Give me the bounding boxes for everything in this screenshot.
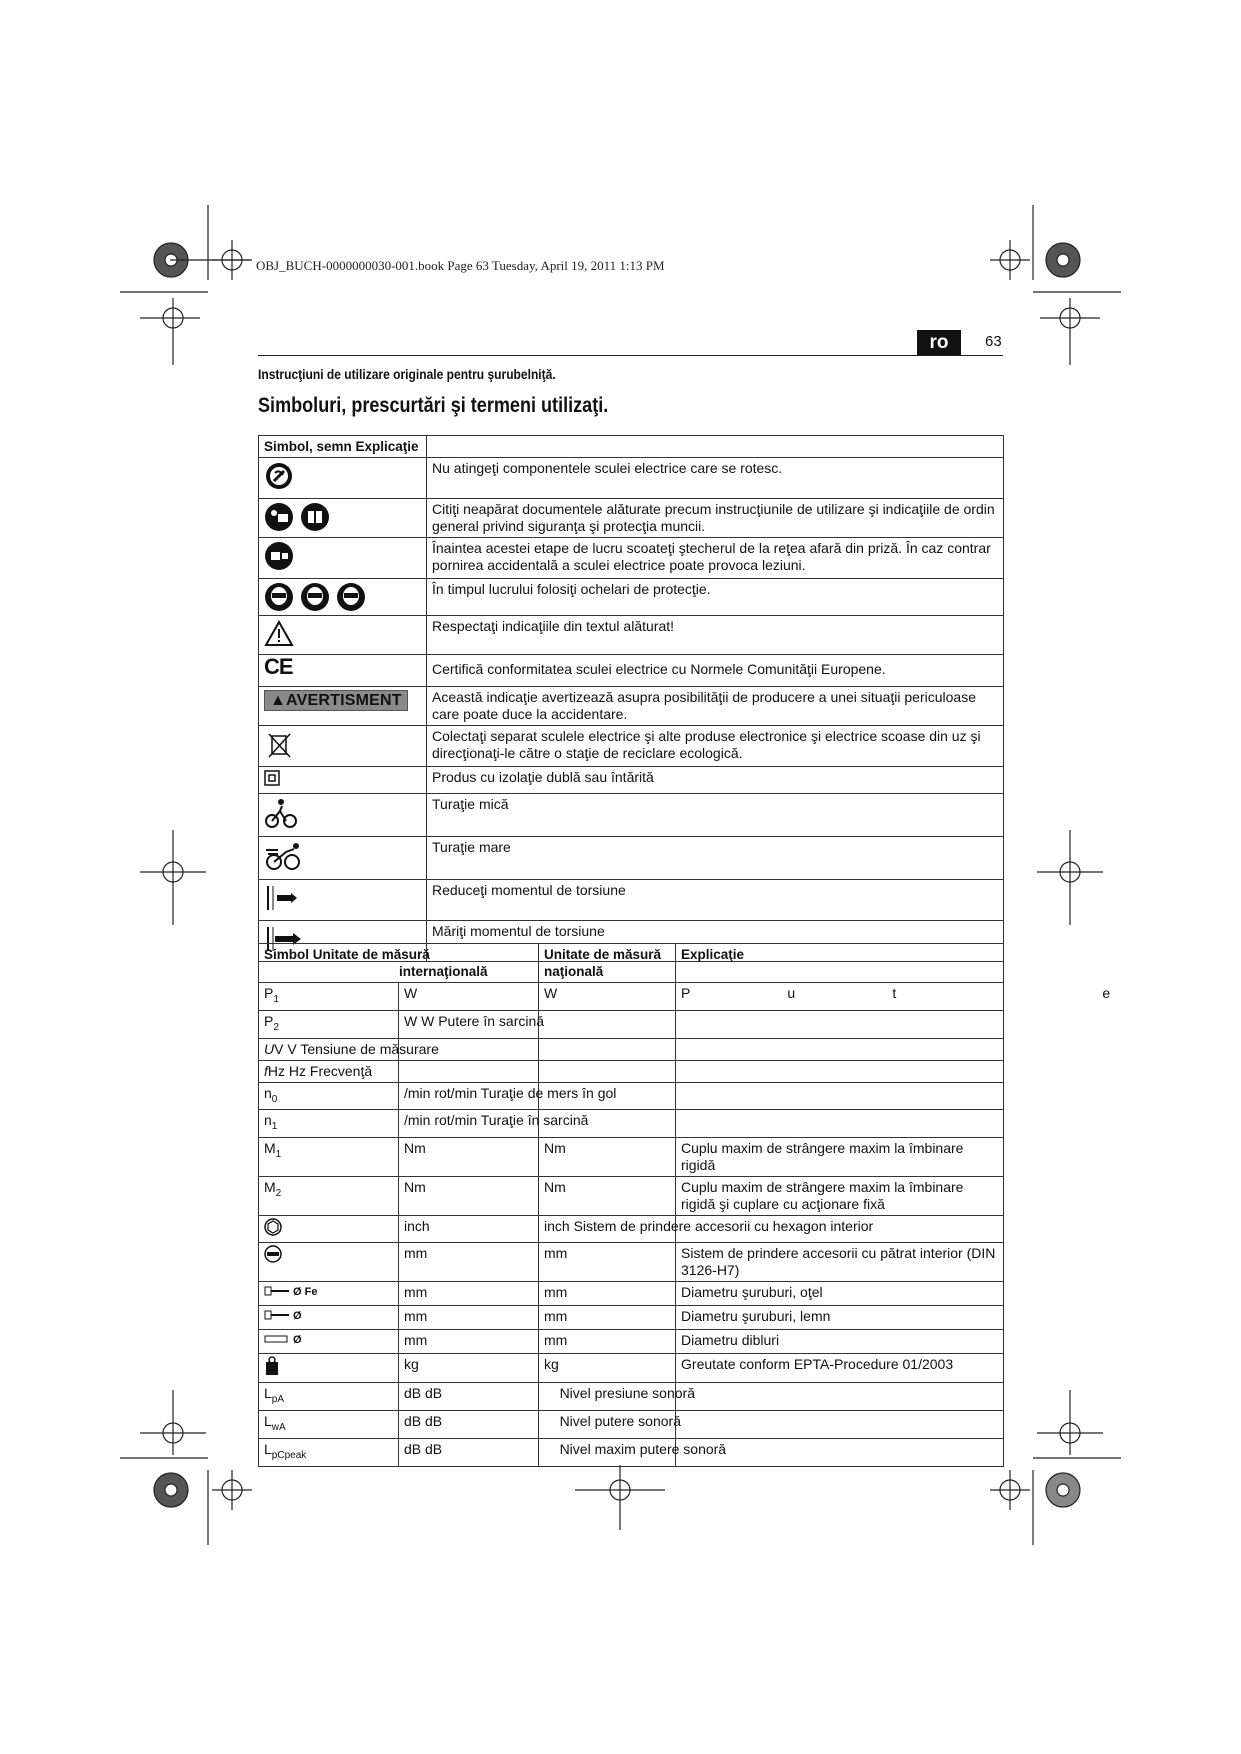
symbols-table [258,435,1004,962]
table-row [259,837,1004,880]
row-text: În timpul lucrului folosiţi ochelari de protecţie. [427,579,1004,616]
symbol: P [264,985,274,1001]
icon-label: Ø [293,1334,302,1347]
cell-c2: inch [399,1216,539,1243]
table-row [259,1177,1004,1216]
cell-c2: mm [399,1330,539,1354]
symbol-subscript: 1 [271,1121,278,1133]
symbol: L [264,1385,272,1402]
symbol-subscript: 2 [273,1021,279,1033]
cell-c4 [676,1110,1004,1138]
cell-c4: Cuplu maxim de strângere maxim la îmbinare rigidă şi cuplare cu acţionare fixă [676,1177,1004,1216]
table-row [259,794,1004,837]
table-row [259,687,1004,726]
symbol: P [264,1012,274,1029]
symbol-subscript: 2 [275,1187,282,1199]
table-row [259,616,1004,655]
row-text: Certifică conformitatea sculei electrice cu Normele Comunităţii Europene. [427,655,1004,687]
cell-c2: Nm [399,1177,539,1216]
symbol: M [264,1179,276,1196]
weight-icon [264,1363,280,1379]
cell-c4 [676,1060,1004,1082]
row-text: Nu atingeţi componentele sculei electrice care se rotesc. [427,458,1004,499]
symbol: f [264,1062,268,1079]
cell-c4: Diametru şuruburi, lemn [676,1306,1004,1330]
symbol: n [264,1112,272,1129]
row-text: Turaţie mică [427,794,1004,837]
cell-c3: mm [539,1243,676,1282]
cell-c4 [676,1038,1004,1060]
cell-c3: Nivel presiune sonoră [539,1383,676,1411]
table-row [259,1330,1004,1354]
table-row [259,1060,1004,1082]
cell-c4: Sistem de prindere accesorii cu pătrat interior (DIN 3126-H7) [676,1243,1004,1282]
symbol-subscript: 1 [275,1148,282,1160]
cell-c2: mm [399,1243,539,1282]
cell-c2: mm [399,1306,539,1330]
page-title: Simboluri, prescurtări şi termeni utilizaţi. [258,394,609,417]
inline-unit-text: Hz Hz Frecvenţă [267,1062,373,1079]
header-international: internaţională [399,964,488,979]
screw-steel-icon [264,1284,290,1300]
table-row [259,1306,1004,1330]
row-text: Produs cu izolaţie dublă sau întărită [427,767,1004,794]
cell-c3: W [539,983,676,1011]
safety-goggles-icon [336,582,366,612]
table-row [259,880,1004,921]
warning-triangle-small-icon: ▲ [270,692,287,709]
cell-c3: Nm [539,1138,676,1177]
cell-c2 [399,1060,539,1082]
table-row [259,1383,1004,1411]
cell-c3: kg [539,1354,676,1383]
symbol-subscript: 1 [273,993,279,1005]
symbol-subscript: 0 [271,1093,278,1105]
cell-c2: kg [399,1354,539,1383]
square-socket-icon [264,1250,282,1266]
table-row [259,1038,1004,1060]
table-row [259,538,1004,579]
symbol: L [264,1440,272,1457]
cell-c2: W W Putere în sarcină [399,1010,539,1038]
cell-c4: Diametru dibluri [676,1330,1004,1354]
cell-c3 [539,1038,676,1060]
protective-glasses-icon [264,582,294,612]
table-row [259,726,1004,767]
icon-label: Ø Fe [293,1286,318,1299]
cell-c4 [676,1410,1004,1438]
symbol: L [264,1412,272,1429]
double-insulation-icon [264,770,280,786]
header-explanation: Explicaţie [676,944,1004,983]
table-row [259,1282,1004,1306]
cell-c2: W [399,983,539,1011]
table-row [259,579,1004,616]
cell-c2: mm [399,1282,539,1306]
table-header-symbol: Simbol, semn Explicaţie [259,436,427,458]
book-icon [300,502,330,532]
inline-unit-text: V V Tensiune de măsurare [274,1040,439,1057]
symbol: M [264,1140,276,1157]
cell-c3: inch Sistem de prindere accesorii cu hexagon interior [539,1216,676,1243]
icon-label: Ø [293,1310,302,1323]
cell-c3: Nivel maxim putere sonoră [539,1438,676,1466]
face-shield-icon [300,582,330,612]
read-manual-icon [264,502,294,532]
cell-c4: Greutate conform EPTA-Procedure 01/2003 [676,1354,1004,1383]
cell-c4: P u t e [676,983,1004,1011]
file-info: OBJ_BUCH-0000000030-001.book Page 63 Tuesday, April 19, 2011 1:13 PM [256,258,665,273]
hexagon-socket-icon [264,1223,282,1239]
cell-c4: Cuplu maxim de strângere maxim la îmbinare rigidă [676,1138,1004,1177]
cell-c3: Nm [539,1177,676,1216]
rotating-parts-warning-icon [264,461,294,491]
table-header-row [259,436,1004,458]
cell-c3: Nivel putere sonoră [539,1410,676,1438]
table-header-row [259,944,1004,983]
cell-c2: Nm [399,1138,539,1177]
avertisment-label: ▲AVERTISMENT [264,690,408,711]
slow-cyclist-icon [264,797,298,829]
symbol-subscript: wA [271,1421,286,1433]
screw-wood-icon [264,1308,290,1324]
unplug-icon [264,541,294,571]
cell-c3: mm [539,1330,676,1354]
header-national-unit: Unitate de măsură [544,947,662,962]
row-text: Citiţi neapărat documentele alăturate precum instrucţiunile de utilizare şi indicaţiile de ordin general privind siguranţa şi protecţia muncii. [427,499,1004,538]
table-row [259,1010,1004,1038]
header-national: naţională [544,964,604,979]
units-table [258,943,1111,1467]
table-row [259,1354,1004,1383]
row-text: Înaintea acestei etape de lucru scoateţi ştecherul de la reţea afară din priză. În caz contrar pornirea accidentală a sculei electrice poate provoca leziuni. [427,538,1004,579]
row-text: Respectaţi indicaţiile din textul alăturat! [427,616,1004,655]
row-text: Reduceţi momentul de torsiune [427,880,1004,921]
cell-c2: /min rot/min Turaţie de mers în gol [399,1082,539,1110]
symbol-subscript: pA [271,1393,285,1405]
cell-c3 [539,1010,676,1038]
row-text: Turaţie mare [427,837,1004,880]
torque-reduce-icon [264,883,300,913]
table-row [259,1110,1004,1138]
header-rule [258,355,1003,356]
cell-c2: dB dB [399,1410,539,1438]
table-row [259,1243,1004,1282]
row-text: Colectaţi separat sculele electrice şi alte produse electronice şi electrice scoase din uz şi direcţionaţi-le către o staţie de reciclare ecologică. [427,726,1004,767]
table-row [259,1082,1004,1110]
cell-c4: Diametru şuruburi, oţel [676,1282,1004,1306]
warning-triangle-icon [264,619,294,647]
table-row [259,1438,1004,1466]
cell-c2: dB dB [399,1383,539,1411]
table-row [259,1216,1004,1243]
table-row [259,458,1004,499]
table-row [259,655,1004,687]
header-symbol-unit: Simbol Unitate de măsură [264,947,430,962]
language-badge: ro [917,330,961,356]
cell-c3 [539,1060,676,1082]
row-text: Această indicaţie avertizează asupra posibilităţii de producere a unei situaţii periculoase care poate duce la accidentare. [427,687,1004,726]
dowel-icon [264,1332,290,1348]
table-row [259,767,1004,794]
cell-c3: mm [539,1282,676,1306]
cell-c2: /min rot/min Turaţie în sarcină [399,1110,539,1138]
table-row [259,1138,1004,1177]
ce-mark-icon: CE [264,654,293,679]
cell-c4 [676,1082,1004,1110]
symbol: U [264,1040,275,1057]
symbol: n [264,1084,272,1101]
row-text: Măriţi momentul de torsiune [427,921,1004,962]
fast-cyclist-icon [264,840,304,872]
cell-c3: mm [539,1306,676,1330]
cell-c2: dB dB [399,1438,539,1466]
document-subtitle: Instrucţiuni de utilizare originale pentru şurubelniţă. [258,366,556,382]
table-row [259,1410,1004,1438]
cell-c4 [676,1383,1004,1411]
table-row [259,499,1004,538]
crossed-bin-icon [264,729,294,759]
cell-c4 [676,1010,1004,1038]
table-row [259,983,1004,1011]
symbol-subscript: pCpeak [271,1449,307,1461]
page-number: 63 [985,333,1002,350]
